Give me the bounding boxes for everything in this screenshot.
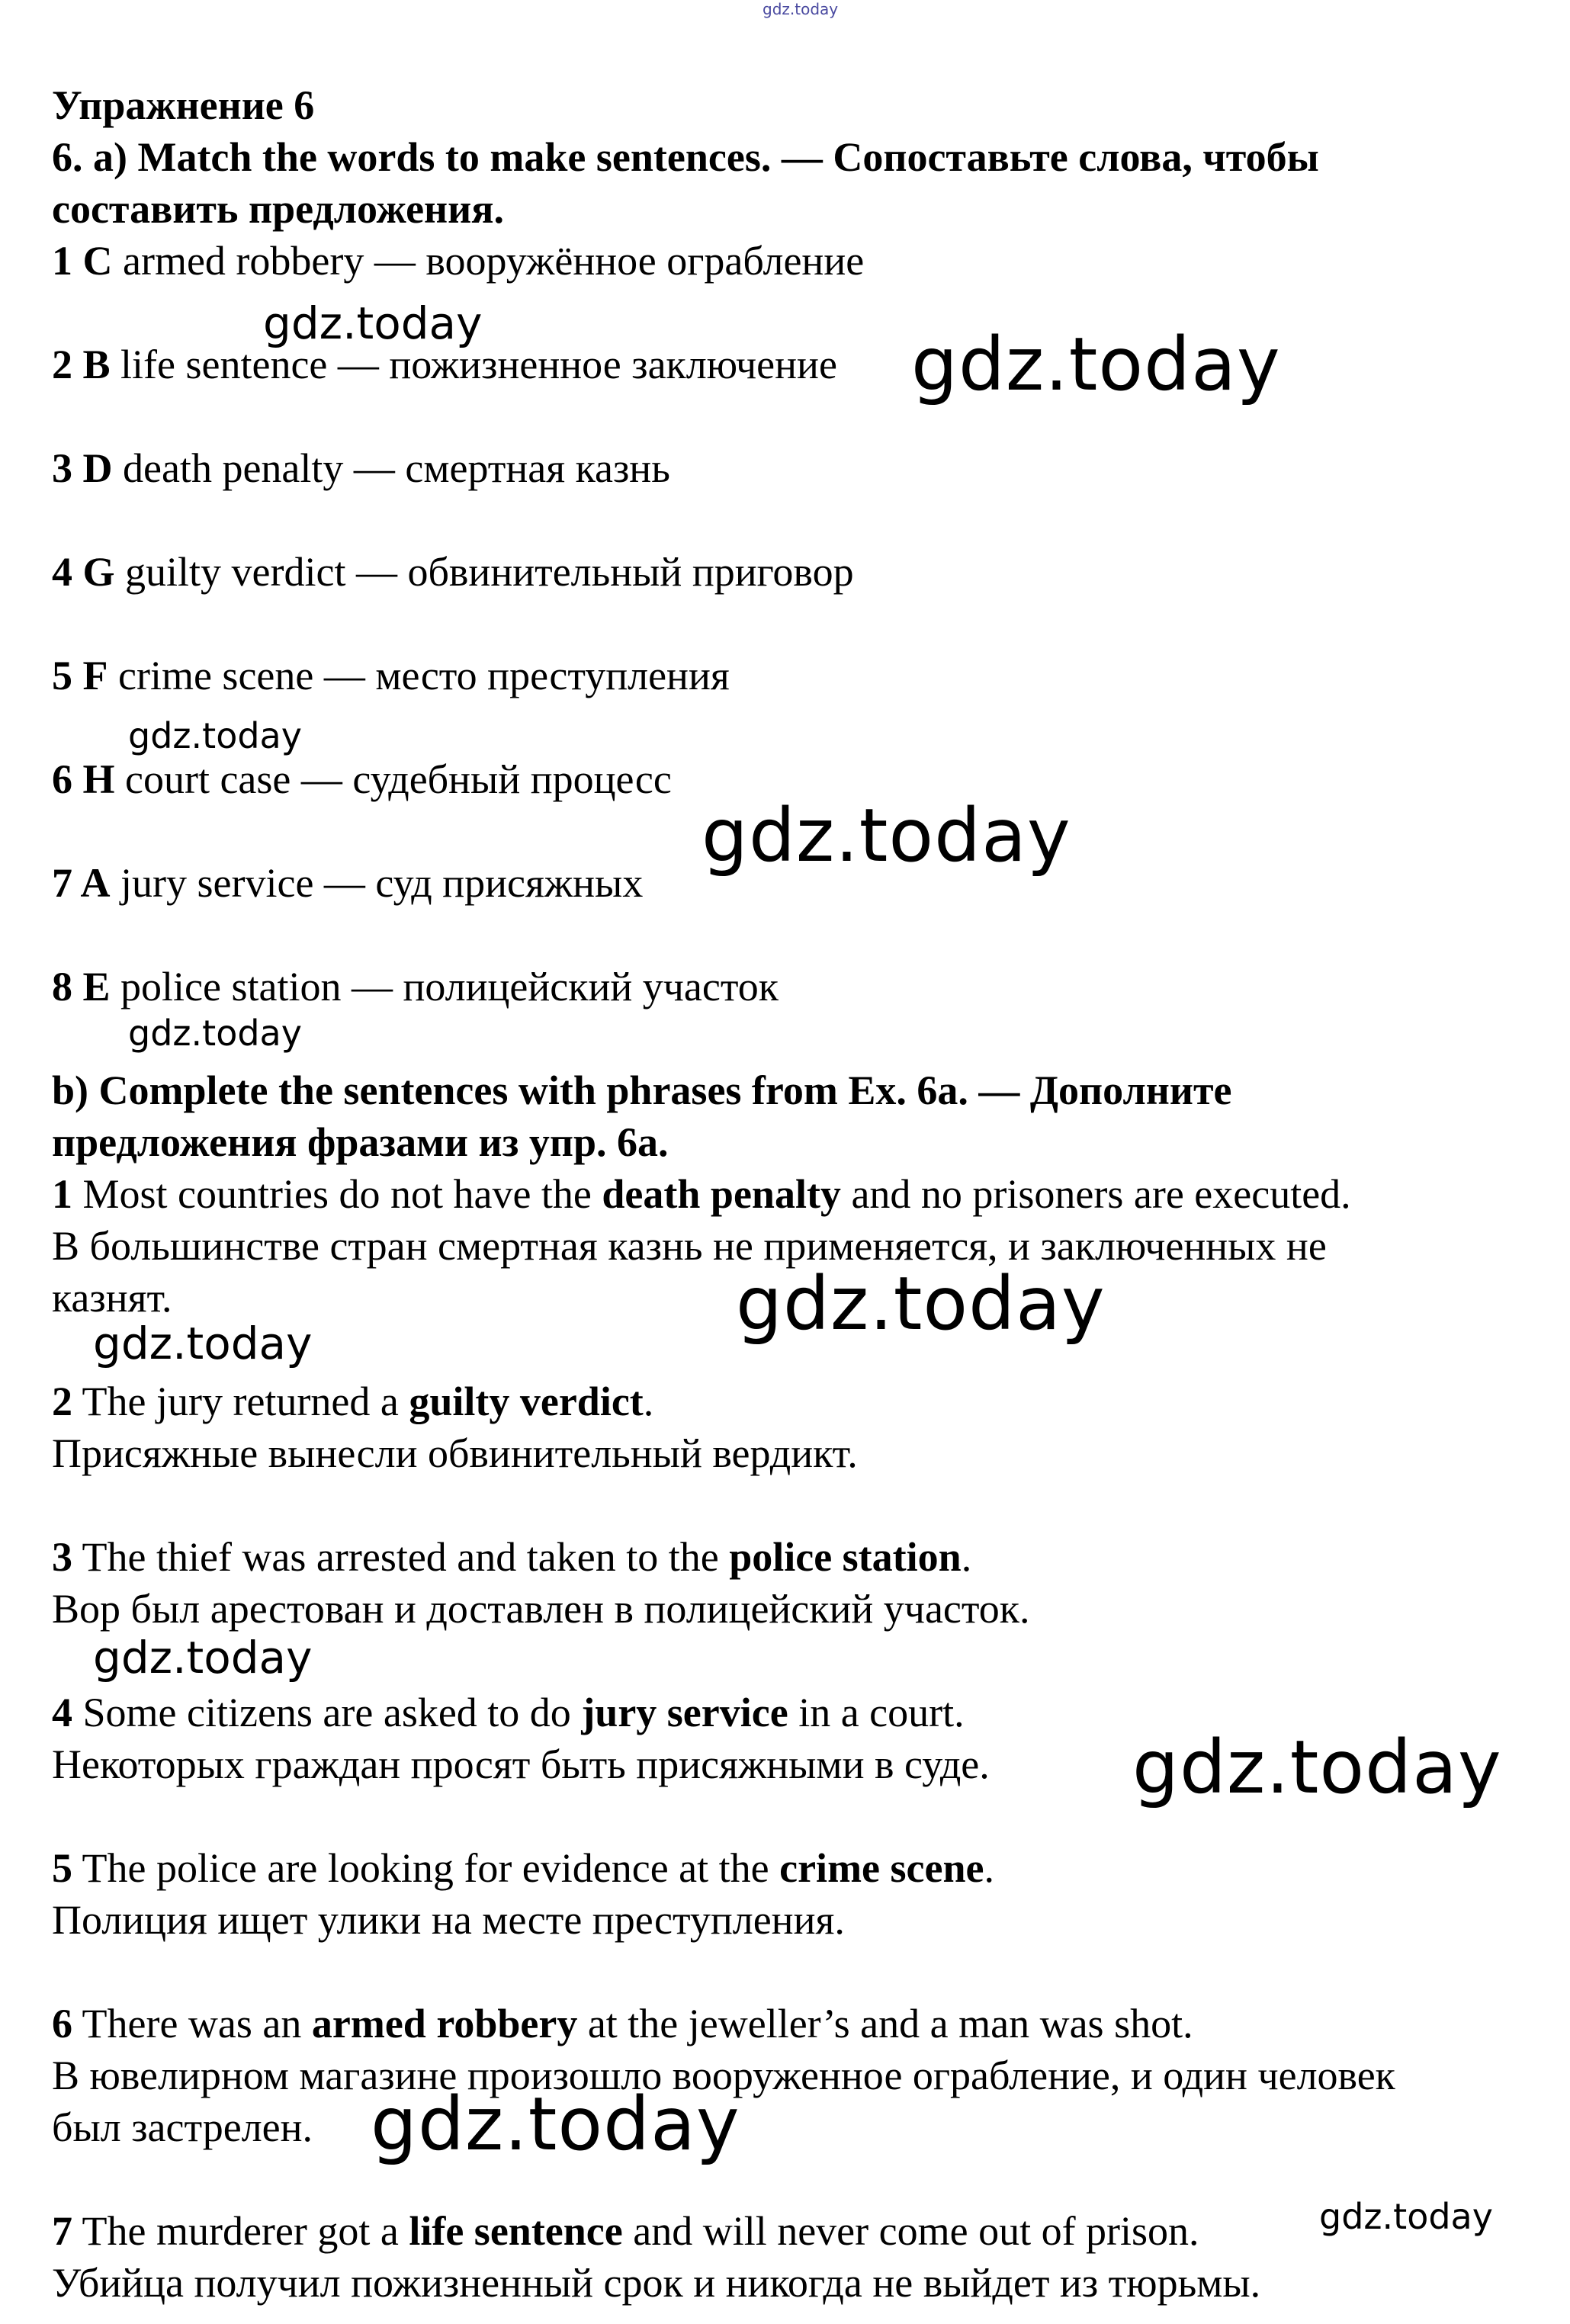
sentence-en [52, 1377, 653, 1426]
sentence-en [52, 1999, 1193, 2048]
sentence-text: The jury returned a [72, 1379, 409, 1424]
match-key: 7 A [52, 860, 111, 906]
watermark: gdz.today [263, 297, 483, 349]
sentence-text: The murderer got a [72, 2208, 409, 2254]
match-key: 1 C [52, 238, 113, 284]
answer-phrase: armed robbery [311, 2001, 578, 2046]
part-a-title-cont: составить предложения. [52, 186, 504, 232]
watermark: gdz.today [371, 2082, 740, 2167]
sentence-text: . [984, 1845, 994, 1891]
watermark: gdz.today [702, 793, 1071, 878]
match-item [52, 444, 670, 493]
sentence-ru: В большинстве стран смертная казнь не применяется, и заключенных не [52, 1223, 1327, 1269]
sentence-number: 3 [52, 1534, 72, 1580]
match-item [52, 236, 864, 285]
match-item [52, 962, 779, 1011]
sentence-en [52, 1170, 1351, 1218]
sentence-text: The police are looking for evidence at the [72, 1845, 780, 1891]
sentence-text: and will never come out of prison. [622, 2208, 1199, 2254]
answer-phrase: life sentence [409, 2208, 623, 2254]
match-item [52, 755, 672, 804]
sentence-number: 7 [52, 2208, 72, 2254]
match-item [52, 340, 837, 389]
match-key: 2 B [52, 342, 111, 387]
sentence-text: . [961, 1534, 972, 1580]
watermark: gdz.today [93, 1632, 313, 1684]
answer-phrase: jury service [581, 1690, 788, 1735]
answer-phrase: death penalty [602, 1171, 841, 1217]
watermark-top: gdz.today [763, 0, 839, 18]
part-b-title: b) Complete the sentences with phrases from Ex. 6a. — Дополните [52, 1067, 1232, 1113]
match-key: 8 E [52, 964, 111, 1010]
sentence-ru: Полиция ищет улики на месте преступления. [52, 1897, 845, 1943]
sentence-text: The thief was arrested and taken to the [72, 1534, 730, 1580]
match-text: life sentence — пожизненное заключение [110, 342, 837, 387]
answer-phrase: police station [729, 1534, 962, 1580]
sentence-ru: Вор был арестован и доставлен в полицейский участок. [52, 1586, 1030, 1632]
part-b-title-cont: предложения фразами из упр. 6а. [52, 1119, 669, 1165]
sentence-number: 6 [52, 2001, 72, 2046]
match-text: crime scene — место преступления [108, 653, 730, 698]
sentence-ru-cont: был застрелен. [52, 2104, 313, 2150]
sentence-text: at the jeweller’s and a man was shot. [577, 2001, 1193, 2046]
sentence-number: 1 [52, 1171, 72, 1217]
sentence-ru: В ювелирном магазине произошло вооруженное ограбление, и один человек [52, 2053, 1395, 2098]
answer-phrase: crime scene [779, 1845, 984, 1891]
sentence-en [52, 1844, 994, 1892]
match-item [52, 859, 643, 907]
answer-phrase: guilty verdict [409, 1379, 644, 1424]
sentence-number: 5 [52, 1845, 72, 1891]
watermark: gdz.today [1132, 1725, 1502, 1810]
watermark: gdz.today [128, 1013, 302, 1054]
match-text: police station — полицейский участок [110, 964, 779, 1010]
match-text: court case — судебный процесс [114, 756, 672, 802]
match-item [52, 651, 730, 700]
sentence-en [52, 1688, 965, 1737]
match-text: armed robbery — вооружённое ограбление [112, 238, 865, 284]
watermark: gdz.today [736, 1261, 1106, 1347]
sentence-text: and no prisoners are executed. [840, 1171, 1351, 1217]
sentence-en [52, 1533, 971, 1581]
watermark: gdz.today [1319, 2196, 1493, 2237]
sentence-ru: Убийца получил пожизненный срок и никогда не выйдет из тюрьмы. [52, 2260, 1261, 2306]
match-key: 4 G [52, 549, 115, 595]
sentence-number: 2 [52, 1379, 72, 1424]
sentence-ru-cont: казнят. [52, 1275, 172, 1321]
watermark: gdz.today [93, 1318, 313, 1369]
match-key: 6 H [52, 756, 115, 802]
part-a-title: 6. а) Match the words to make sentences. — Сопоставьте слова, чтобы [52, 134, 1319, 180]
sentence-number: 4 [52, 1690, 72, 1735]
watermark: gdz.today [128, 715, 302, 756]
sentence-text: . [643, 1379, 654, 1424]
sentence-text: There was an [72, 2001, 312, 2046]
match-key: 5 F [52, 653, 108, 698]
match-item [52, 547, 854, 596]
sentence-ru: Присяжные вынесли обвинительный вердикт. [52, 1430, 858, 1476]
sentence-ru: Некоторых граждан просят быть присяжными в суде. [52, 1741, 990, 1787]
exercise-heading: Упражнение 6 [52, 82, 315, 128]
match-text: death penalty — смертная казнь [112, 445, 670, 491]
sentence-en [52, 2207, 1199, 2255]
watermark: gdz.today [911, 322, 1281, 407]
match-key: 3 D [52, 445, 113, 491]
match-text: jury service — суд присяжных [110, 860, 644, 906]
sentence-text: Some citizens are asked to do [72, 1690, 582, 1735]
sentence-text: in a court. [788, 1690, 965, 1735]
match-text: guilty verdict — обвинительный приговор [114, 549, 854, 595]
sentence-text: Most countries do not have the [72, 1171, 602, 1217]
